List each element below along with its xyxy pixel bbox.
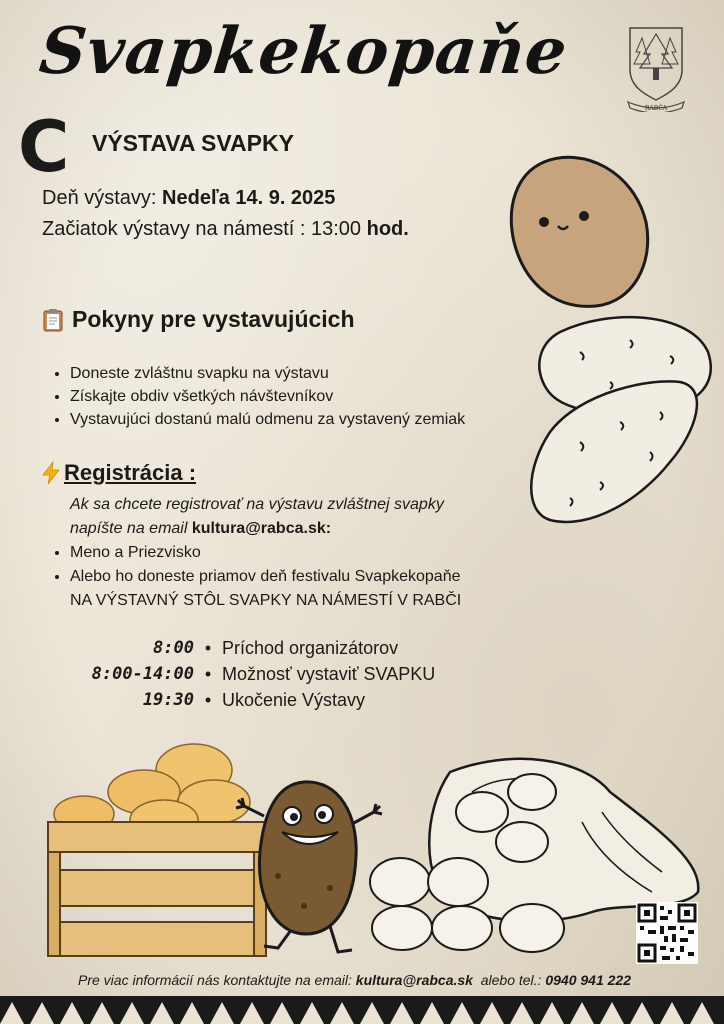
decorative-border-pattern (0, 996, 724, 1024)
event-date (42, 187, 335, 210)
list-item: • Získajte obdiv všetkých návštevníkov (70, 385, 465, 408)
instructions-list (52, 362, 465, 431)
registration-info-prefix: napíšte na email (70, 520, 188, 537)
footer-email-link[interactable]: kultura@rabca.sk (355, 972, 473, 988)
list-item-text: Alebo ho doneste priamov deň festivalu Svapkekopaňe (70, 568, 461, 585)
schedule-time: 8:00-14:00 (91, 664, 194, 684)
registration-list (52, 541, 461, 613)
schedule-label: Ukočenie Výstavy (222, 690, 366, 710)
bullet-icon: • (204, 690, 212, 710)
schedule (72, 635, 435, 713)
list-item: • Meno a Priezvisko (70, 541, 461, 565)
schedule-row (72, 635, 435, 661)
registration-info-line: Ak sa chcete registrovať na výstavu zvláštnej svapky (70, 496, 444, 513)
smiling-potato-illustration (504, 152, 654, 312)
event-start (42, 218, 409, 241)
schedule-label: Možnosť vystaviť SVAPKU (222, 664, 436, 684)
lightning-icon (40, 461, 62, 485)
clipboard-icon (42, 308, 64, 332)
instructions-heading (42, 306, 355, 333)
schedule-time: 19:30 (142, 690, 194, 710)
date-label: Deň výstavy: (42, 187, 157, 209)
registration-email-link[interactable]: kultura@rabca.sk: (191, 520, 332, 537)
registration-heading-text: Registrácia : (64, 460, 197, 485)
registration-info (70, 493, 444, 541)
footer-prefix: Pre viac informácií nás kontaktujte na email: (78, 972, 352, 988)
bullet-icon: • (204, 664, 212, 684)
crest-caption: RABČA (644, 105, 668, 112)
instructions-heading-text: Pokyny pre vystavujúcich (72, 306, 355, 332)
bullet-icon: • (204, 638, 212, 658)
registration-caps-line: NA VÝSTAVNÝ STÔL SVAPKY NA NÁMESTÍ V RABČI (70, 592, 462, 609)
section-letter: C (18, 106, 70, 188)
section-title: VÝSTAVA SVAPKY (92, 130, 294, 156)
schedule-row (72, 687, 435, 713)
schedule-time: 8:00 (153, 638, 194, 658)
start-label: Začiatok výstavy na námestí : 13:00 (42, 218, 362, 240)
registration-heading (40, 460, 196, 486)
footer-phone[interactable]: 0940 941 222 (545, 972, 631, 988)
rabca-crest-logo (624, 24, 688, 112)
contact-footer (78, 972, 631, 988)
schedule-row (72, 661, 435, 687)
qr-code[interactable] (636, 902, 698, 964)
start-unit: hod. (366, 218, 409, 240)
list-item (70, 565, 461, 613)
list-item: • Vystavujúci dostanú malú odmenu za vystavený zemiak (70, 408, 465, 431)
registration-info-line (70, 517, 444, 541)
schedule-label: Príchod organizátorov (222, 638, 399, 658)
date-value: Nedeľa 14. 9. 2025 (162, 187, 336, 209)
sketched-potatoes-illustration (520, 312, 716, 534)
list-item: • Doneste zvláštnu svapku na výstavu (70, 362, 465, 385)
footer-phone-label: alebo tel.: (480, 972, 542, 988)
poster-title: Svapkekopaňe (36, 14, 572, 89)
